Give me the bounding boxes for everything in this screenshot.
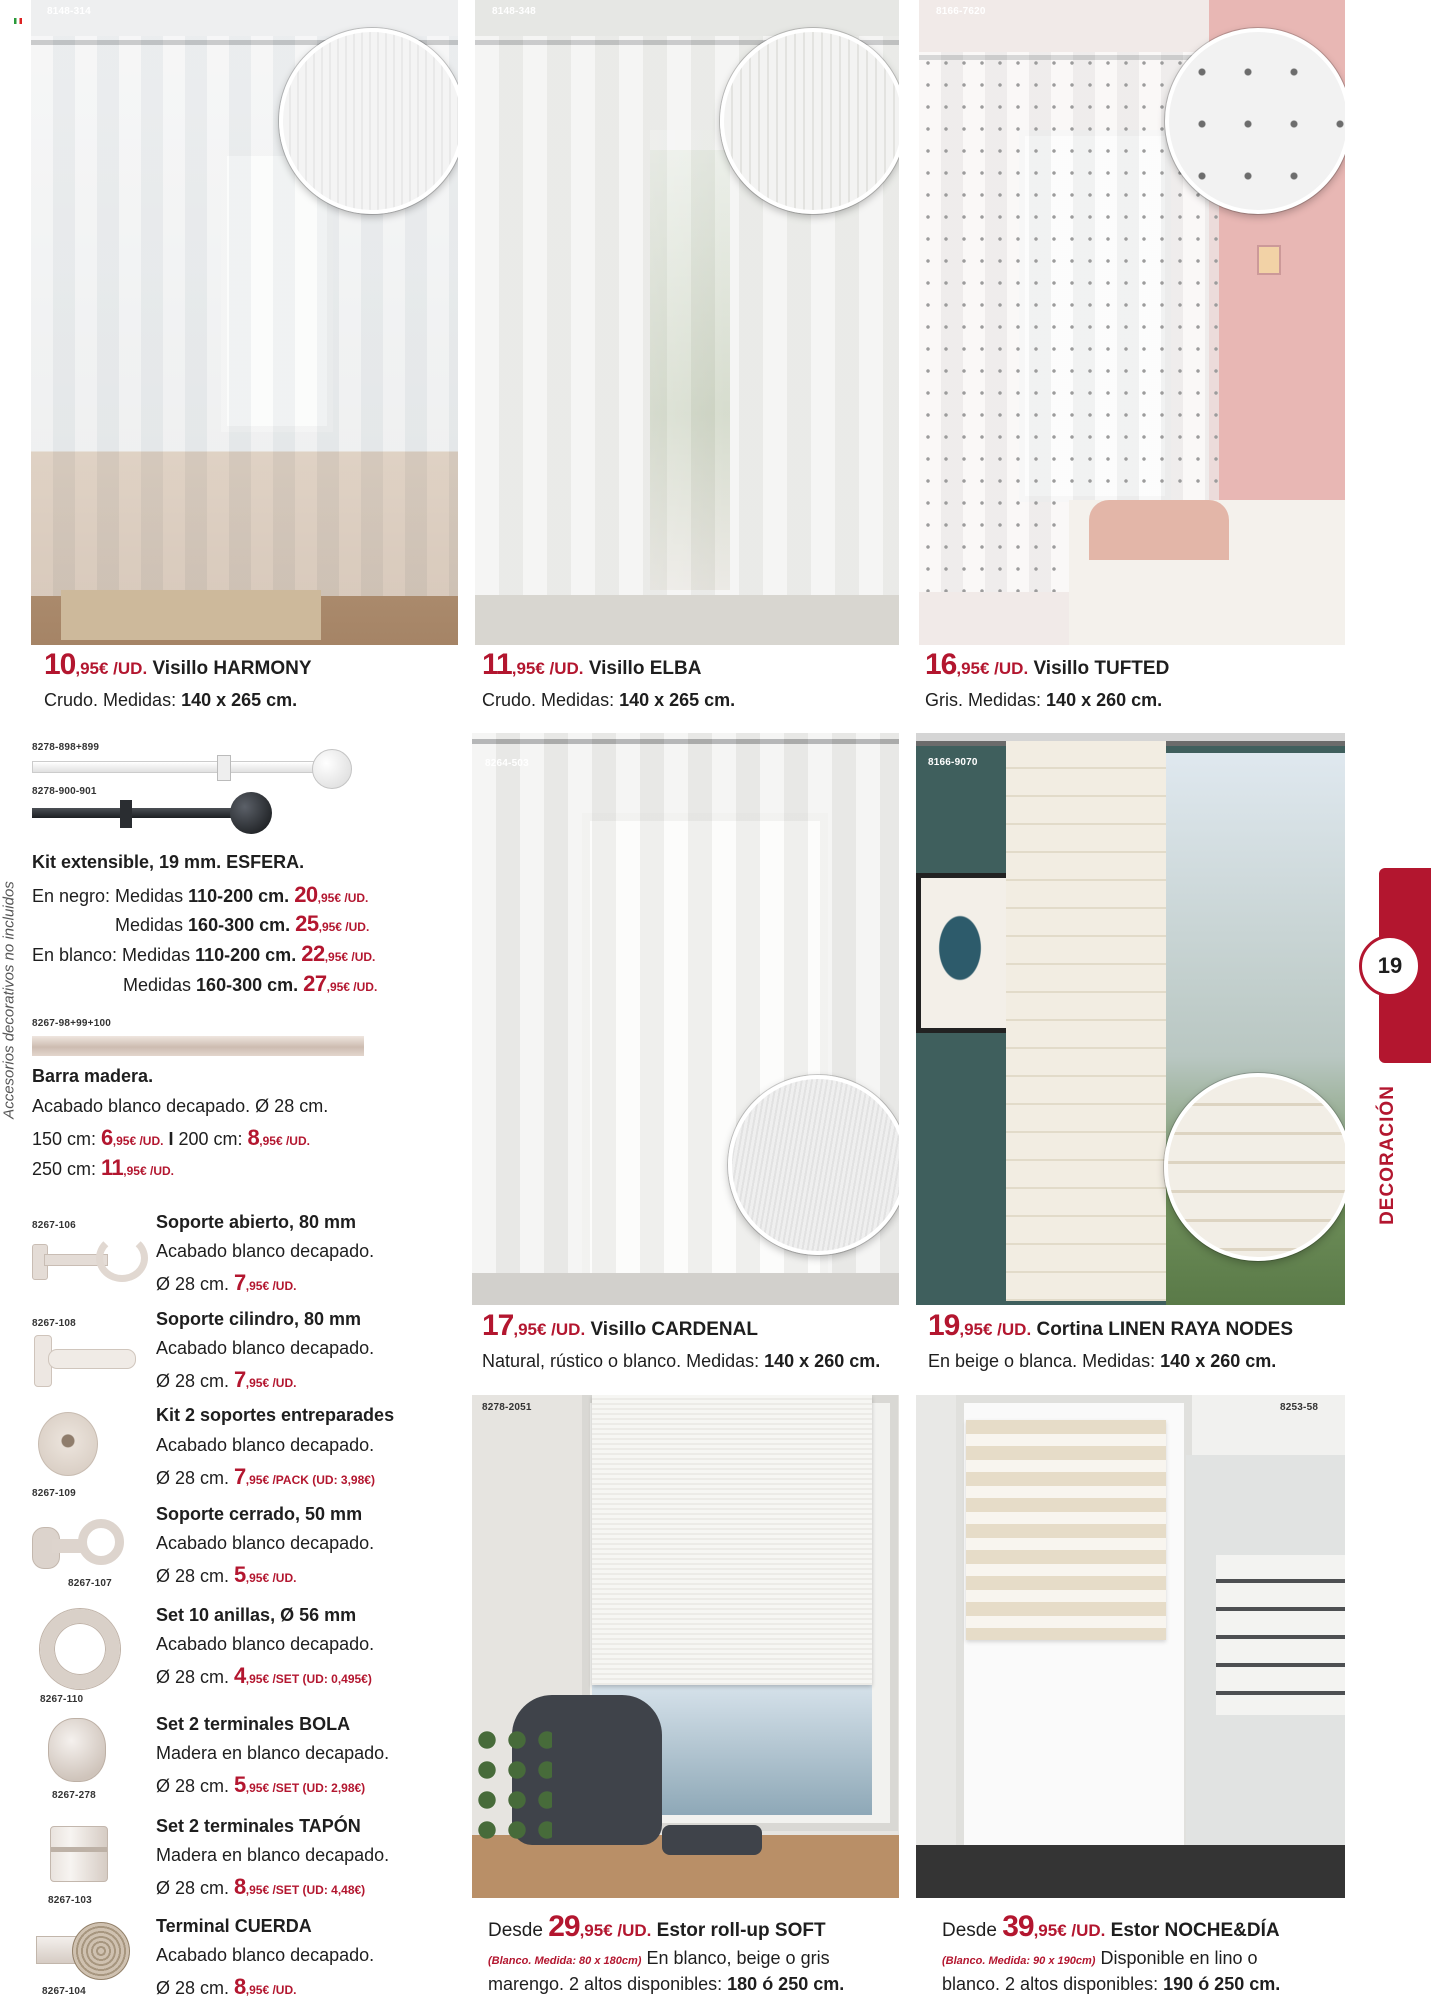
noche-price-dec: ,95€ /UD. bbox=[1033, 1921, 1106, 1940]
harmony-desc bbox=[44, 690, 297, 711]
soporte-cerrado-image bbox=[32, 1515, 132, 1575]
harmony-price-dec: ,95€ /UD. bbox=[75, 659, 148, 678]
accessory-7-size: Ø 28 cm. bbox=[156, 1878, 235, 1898]
cardenal-fabric-zoom bbox=[728, 1075, 899, 1255]
accessory-1-code: 8267-106 bbox=[32, 1220, 76, 1231]
accessory-3-line1: Acabado blanco decapado. bbox=[156, 1435, 375, 1455]
kit-row-4-label: Medidas bbox=[123, 975, 197, 995]
barra-200-label: 200 cm: bbox=[178, 1129, 248, 1149]
cardenal-desc bbox=[482, 1351, 880, 1372]
tufted-desc-a: Gris. Medidas: bbox=[925, 690, 1047, 710]
cardenal-photo bbox=[472, 733, 899, 1305]
soft-note: (Blanco. Medida: 80 x 180cm) bbox=[488, 1955, 642, 1967]
noche-photo bbox=[916, 1395, 1345, 1898]
accessory-6-code: 8267-278 bbox=[52, 1790, 96, 1801]
elba-photo bbox=[475, 0, 899, 645]
linen-photo bbox=[916, 733, 1345, 1305]
kit-white-code: 8278-898+899 bbox=[32, 742, 100, 753]
linen-price-dec: ,95€ /UD. bbox=[959, 1320, 1032, 1339]
soportes-entreparades-image bbox=[38, 1412, 98, 1476]
elba-fabric-zoom bbox=[720, 28, 899, 214]
accessory-2-price-dec: ,95€ /UD. bbox=[245, 1376, 297, 1390]
elba-desc bbox=[482, 690, 735, 711]
barra-200-price-dec: ,95€ /UD. bbox=[259, 1134, 310, 1148]
barra-250-price-dec: ,95€ /UD. bbox=[123, 1164, 174, 1178]
harmony-desc-b: 140 x 265 cm. bbox=[181, 690, 298, 710]
kit-row-3-price-int: 22 bbox=[301, 941, 325, 966]
accessory-3-title: Kit 2 soportes entreparades bbox=[156, 1405, 395, 1425]
accessory-5-line1: Acabado blanco decapado. bbox=[156, 1634, 375, 1654]
noche-from: Desde bbox=[942, 1920, 1003, 1941]
cardenal-price-int: 17 bbox=[482, 1309, 514, 1342]
kit-row-4 bbox=[123, 971, 377, 997]
section-label-text: DECORACIÓN bbox=[1377, 1085, 1398, 1225]
soft-desc-2b: 180 ó 250 cm. bbox=[727, 1974, 845, 1994]
accessory-8-size: Ø 28 cm. bbox=[156, 1978, 235, 1998]
noche-note: (Blanco. Medida: 90 x 190cm) bbox=[942, 1955, 1096, 1967]
page-number-badge bbox=[1359, 935, 1421, 997]
barra-title: Barra madera. bbox=[32, 1066, 154, 1086]
kit-row-2-size: 160-300 cm. bbox=[188, 915, 296, 935]
noche-desc-1-text: Disponible en lino o bbox=[1095, 1948, 1258, 1968]
tufted-fabric-zoom bbox=[1165, 28, 1345, 214]
accessory-2-code: 8267-108 bbox=[32, 1318, 76, 1329]
accessory-8-line1: Acabado blanco decapado. bbox=[156, 1945, 375, 1965]
barra-150-price-int: 6 bbox=[101, 1125, 113, 1150]
kit-row-1-label: En negro: Medidas bbox=[32, 886, 189, 906]
linen-desc-b: 140 x 260 cm. bbox=[1160, 1351, 1277, 1371]
accessory-1-price-dec: ,95€ /UD. bbox=[245, 1279, 297, 1293]
accessory-1-size: Ø 28 cm. bbox=[156, 1274, 235, 1294]
kit-row-1-price-int: 20 bbox=[294, 882, 318, 907]
soft-desc-1-text: En blanco, beige o gris bbox=[641, 1948, 830, 1968]
kit-white-rod-image bbox=[32, 755, 332, 779]
noche-desc-1 bbox=[942, 1948, 1258, 1969]
linen-name: Cortina LINEN RAYA NODES bbox=[1036, 1319, 1294, 1340]
accessory-6-unit-price: (UD: 2,98€) bbox=[299, 1781, 366, 1795]
kit-row-1-size: 110-200 cm. bbox=[188, 886, 295, 906]
accessory-6-price-dec: ,95€ /SET bbox=[245, 1781, 300, 1795]
accessory-6-line2 bbox=[156, 1772, 365, 1798]
kit-row-2-price-int: 25 bbox=[295, 911, 319, 936]
elba-desc-a: Crudo. Medidas: bbox=[482, 690, 620, 710]
cardenal-desc-b: 140 x 260 cm. bbox=[764, 1351, 881, 1371]
accessory-1-line1: Acabado blanco decapado. bbox=[156, 1241, 375, 1261]
accessory-6-title: Set 2 terminales BOLA bbox=[156, 1714, 351, 1734]
accessory-2-price-int: 7 bbox=[234, 1367, 246, 1392]
section-label bbox=[1376, 1075, 1400, 1235]
kit-row-3-label: En blanco: Medidas bbox=[32, 945, 196, 965]
barra-150-price-dec: ,95€ /UD. bbox=[112, 1134, 164, 1148]
accessory-3-size: Ø 28 cm. bbox=[156, 1468, 235, 1488]
elba-desc-b: 140 x 265 cm. bbox=[619, 690, 736, 710]
accessory-7-line1: Madera en blanco decapado. bbox=[156, 1845, 390, 1865]
linen-price-line bbox=[928, 1309, 1293, 1343]
elba-price-line bbox=[482, 648, 701, 682]
harmony-desc-a: Crudo. Medidas: bbox=[44, 690, 182, 710]
soft-price-dec: ,95€ /UD. bbox=[579, 1921, 652, 1940]
barra-200-price-int: 8 bbox=[247, 1125, 260, 1150]
side-note bbox=[0, 860, 18, 1140]
soft-price-line bbox=[488, 1910, 826, 1944]
kit-row-3-size: 110-200 cm. bbox=[195, 945, 302, 965]
accessory-8-price-dec: ,95€ /UD. bbox=[245, 1983, 297, 1997]
harmony-price-int: 10 bbox=[44, 648, 76, 681]
barra-image bbox=[32, 1036, 364, 1056]
elba-price-dec: ,95€ /UD. bbox=[511, 659, 584, 678]
accessory-3-line2 bbox=[156, 1464, 375, 1490]
cardenal-price-dec: ,95€ /UD. bbox=[513, 1320, 586, 1339]
kit-row-2-label: Medidas bbox=[115, 915, 189, 935]
accessory-7-line2 bbox=[156, 1874, 365, 1900]
linen-code: 8166-9070 bbox=[928, 757, 978, 768]
kit-row-1-price-dec: ,95€ /UD. bbox=[317, 891, 369, 905]
accessory-8-code: 8267-104 bbox=[42, 1986, 86, 1997]
accessory-4-price-dec: ,95€ /UD. bbox=[245, 1571, 297, 1585]
accessory-2-line2 bbox=[156, 1367, 296, 1393]
linen-fabric-zoom bbox=[1164, 1073, 1345, 1261]
accessory-1-title: Soporte abierto, 80 mm bbox=[156, 1212, 357, 1232]
soft-photo bbox=[472, 1395, 899, 1898]
soft-price-int: 29 bbox=[548, 1910, 580, 1943]
kit-black-code: 8278-900-901 bbox=[32, 786, 97, 797]
linen-desc-a: En beige o blanca. Medidas: bbox=[928, 1351, 1161, 1371]
kit-row-1 bbox=[32, 882, 368, 908]
kit-row-4-price-int: 27 bbox=[303, 971, 327, 996]
accessory-6-price-int: 5 bbox=[234, 1772, 246, 1797]
accessory-3-price-int: 7 bbox=[234, 1464, 246, 1489]
accessory-5-title: Set 10 anillas, Ø 56 mm bbox=[156, 1605, 357, 1625]
accessory-4-line2 bbox=[156, 1562, 296, 1588]
noche-name: Estor NOCHE&DÍA bbox=[1110, 1920, 1280, 1941]
accessory-2-line1: Acabado blanco decapado. bbox=[156, 1338, 375, 1358]
accessory-5-line2 bbox=[156, 1663, 372, 1689]
accessory-2-size: Ø 28 cm. bbox=[156, 1371, 235, 1391]
cardenal-price-line bbox=[482, 1309, 758, 1343]
barra-line-1: Acabado blanco decapado. Ø 28 cm. bbox=[32, 1096, 329, 1116]
harmony-name: Visillo HARMONY bbox=[152, 658, 312, 679]
terminal-bola-image bbox=[48, 1718, 106, 1782]
accessory-8-title: Terminal CUERDA bbox=[156, 1916, 312, 1936]
accessory-4-code: 8267-107 bbox=[68, 1578, 112, 1589]
tufted-photo bbox=[919, 0, 1345, 645]
harmony-photo bbox=[31, 0, 458, 645]
soft-name: Estor roll-up SOFT bbox=[656, 1920, 826, 1941]
kit-row-4-price-dec: ,95€ /UD. bbox=[326, 980, 378, 994]
cardenal-desc-a: Natural, rústico o blanco. Medidas: bbox=[482, 1351, 765, 1371]
noche-price-int: 39 bbox=[1002, 1910, 1034, 1943]
tufted-name: Visillo TUFTED bbox=[1033, 658, 1170, 679]
accessory-2-title: Soporte cilindro, 80 mm bbox=[156, 1309, 362, 1329]
accessory-3-code: 8267-109 bbox=[32, 1488, 76, 1499]
tufted-price-int: 16 bbox=[925, 648, 957, 681]
accessory-3-price-dec: ,95€ /PACK bbox=[245, 1473, 309, 1487]
accessory-7-price-dec: ,95€ /SET bbox=[245, 1883, 300, 1897]
terminal-tapon-image bbox=[50, 1826, 108, 1882]
accessory-6-line1: Madera en blanco decapado. bbox=[156, 1743, 390, 1763]
accessory-5-code: 8267-110 bbox=[40, 1694, 84, 1705]
soft-desc-1 bbox=[488, 1948, 830, 1969]
accessory-7-title: Set 2 terminales TAPÓN bbox=[156, 1816, 361, 1836]
cardenal-code: 8264-503 bbox=[485, 758, 529, 769]
noche-desc-2b: 190 ó 250 cm. bbox=[1163, 1974, 1281, 1994]
noche-desc-2 bbox=[942, 1974, 1280, 1995]
elba-code: 8148-348 bbox=[492, 6, 536, 17]
soft-code: 8278-2051 bbox=[482, 1402, 532, 1413]
anilla-ring-image bbox=[40, 1609, 120, 1689]
terminal-cuerda-image bbox=[36, 1920, 130, 1980]
soft-from: Desde bbox=[488, 1920, 549, 1941]
accessory-7-code: 8267-103 bbox=[48, 1895, 92, 1906]
accessory-7-unit-price: (UD: 4,48€) bbox=[299, 1883, 366, 1897]
elba-price-int: 11 bbox=[482, 648, 512, 681]
harmony-price-line bbox=[44, 648, 312, 682]
kit-row-3-price-dec: ,95€ /UD. bbox=[324, 950, 376, 964]
noche-price-line bbox=[942, 1910, 1280, 1944]
kit-row-3 bbox=[32, 941, 375, 967]
accessory-7-price-int: 8 bbox=[234, 1874, 246, 1899]
barra-250-label: 250 cm: bbox=[32, 1159, 102, 1179]
kit-title: Kit extensible, 19 mm. ESFERA. bbox=[32, 852, 305, 872]
cardenal-name: Visillo CARDENAL bbox=[590, 1319, 758, 1340]
accessory-6-size: Ø 28 cm. bbox=[156, 1776, 235, 1796]
tufted-desc-b: 140 x 260 cm. bbox=[1046, 690, 1163, 710]
accessory-8-line2 bbox=[156, 1974, 296, 2000]
barra-separator: I bbox=[163, 1129, 179, 1149]
accessory-4-line1: Acabado blanco decapado. bbox=[156, 1533, 375, 1553]
barra-line-2 bbox=[32, 1125, 310, 1151]
accessory-5-price-dec: ,95€ /SET bbox=[245, 1672, 300, 1686]
soporte-cilindro-image bbox=[32, 1335, 140, 1387]
accessory-5-size: Ø 28 cm. bbox=[156, 1667, 235, 1687]
harmony-code: 8148-314 bbox=[47, 6, 91, 17]
soft-desc-2 bbox=[488, 1974, 844, 1995]
elba-name: Visillo ELBA bbox=[588, 658, 702, 679]
accessory-4-title: Soporte cerrado, 50 mm bbox=[156, 1504, 363, 1524]
barra-code: 8267-98+99+100 bbox=[32, 1018, 111, 1029]
accessory-5-price-int: 4 bbox=[234, 1663, 246, 1688]
flag-icon bbox=[14, 18, 22, 24]
tufted-price-dec: ,95€ /UD. bbox=[956, 659, 1029, 678]
accessory-1-price-int: 7 bbox=[234, 1270, 246, 1295]
noche-code: 8253-58 bbox=[1280, 1402, 1319, 1413]
accessory-5-unit-price: (UD: 0,495€) bbox=[299, 1672, 372, 1686]
tufted-desc bbox=[925, 690, 1162, 711]
kit-black-rod-image bbox=[32, 800, 332, 828]
page-number: 19 bbox=[1377, 953, 1403, 978]
soft-desc-2a: marengo. 2 altos disponibles: bbox=[488, 1974, 728, 1994]
side-note-text: Accesorios decorativos no incluidos bbox=[0, 881, 18, 1119]
kit-row-4-size: 160-300 cm. bbox=[196, 975, 304, 995]
tufted-price-line bbox=[925, 648, 1169, 682]
accessory-8-price-int: 8 bbox=[234, 1974, 246, 1999]
harmony-fabric-zoom bbox=[279, 28, 458, 214]
accessory-4-size: Ø 28 cm. bbox=[156, 1566, 235, 1586]
soporte-abierto-image bbox=[32, 1234, 140, 1280]
kit-row-2 bbox=[115, 911, 369, 937]
linen-price-int: 19 bbox=[928, 1309, 960, 1342]
barra-150-label: 150 cm: bbox=[32, 1129, 102, 1149]
noche-desc-2a: blanco. 2 altos disponibles: bbox=[942, 1974, 1164, 1994]
barra-line-3 bbox=[32, 1155, 174, 1181]
accessory-3-unit-price: (UD: 3,98€) bbox=[308, 1473, 375, 1487]
kit-row-2-price-dec: ,95€ /UD. bbox=[318, 920, 370, 934]
barra-250-price-int: 11 bbox=[101, 1155, 124, 1180]
accessory-1-line2 bbox=[156, 1270, 296, 1296]
tufted-code: 8166-7620 bbox=[936, 6, 986, 17]
accessory-4-price-int: 5 bbox=[234, 1562, 246, 1587]
linen-desc bbox=[928, 1351, 1276, 1372]
